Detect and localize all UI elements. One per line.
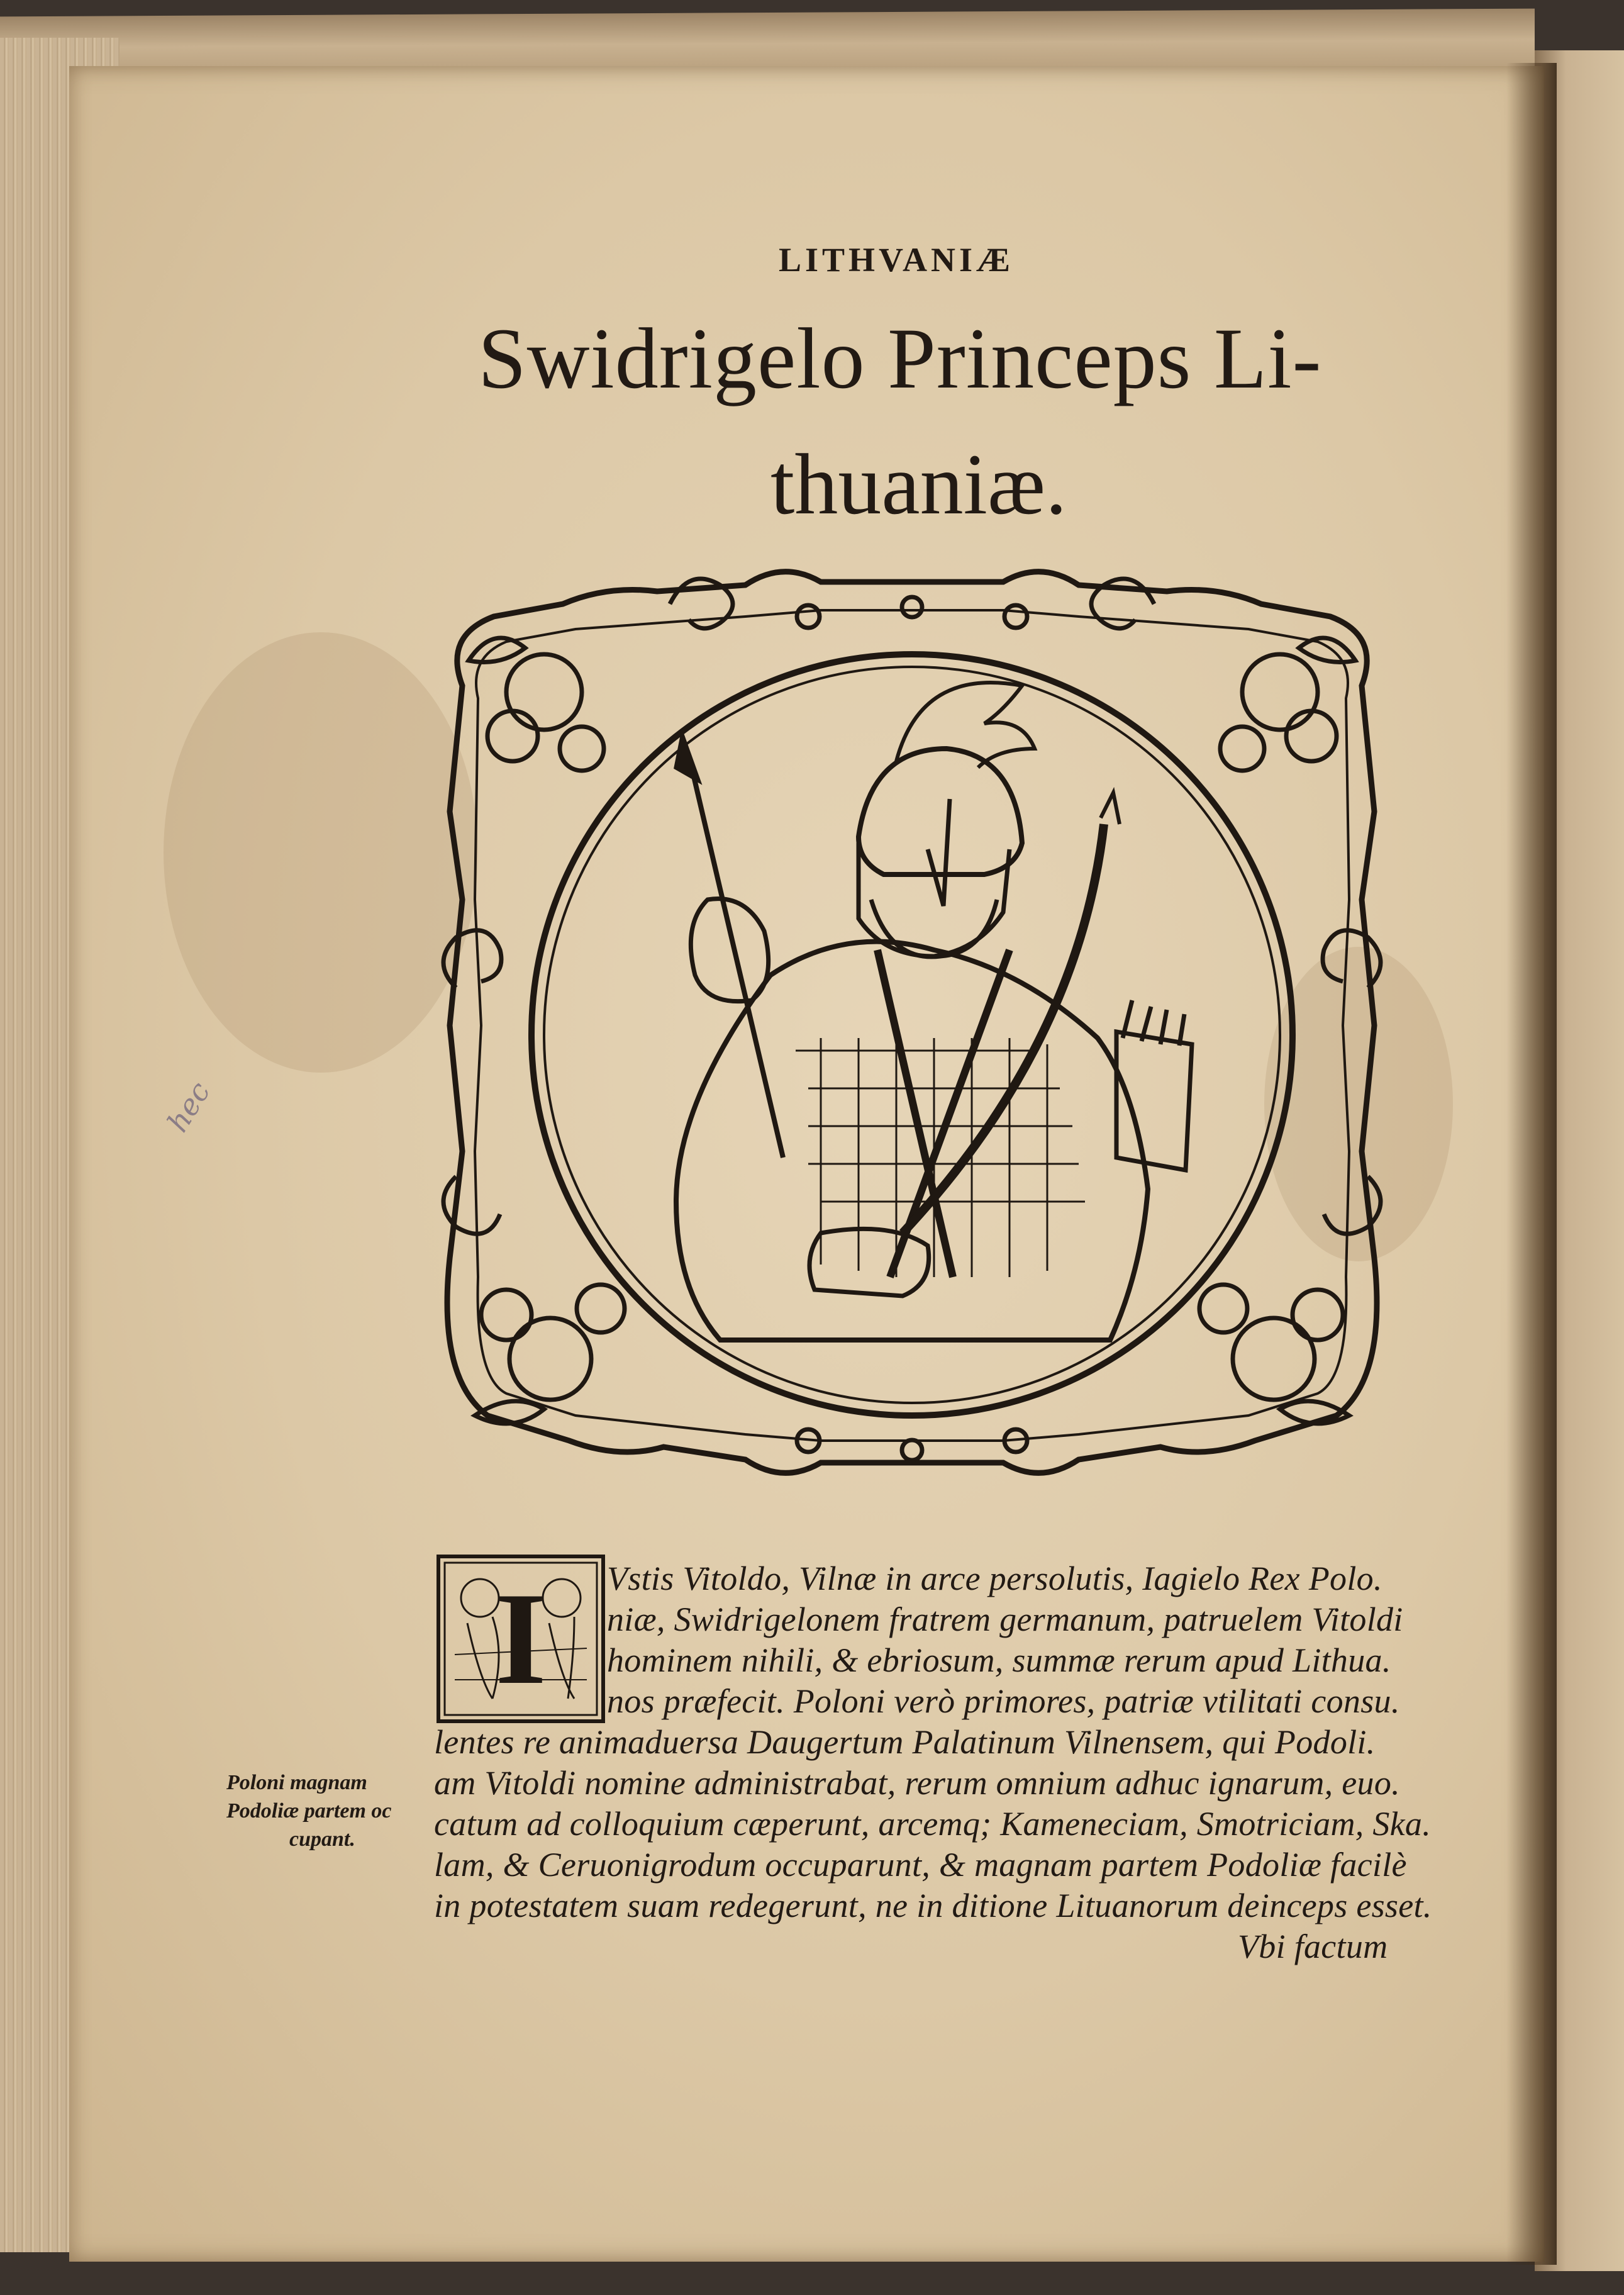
body-line-2: niæ, Swidrigelonem fratrem germanum, patruelem Vitoldi (607, 1600, 1403, 1638)
drop-cap-letter: I (495, 1566, 547, 1712)
body-line-9: in potestatem suam redegerunt, ne in ditione Lituanorum deinceps esset. (434, 1887, 1432, 1924)
page-title-line-2: thuaniæ. (770, 436, 1067, 532)
gutter-shadow (1506, 63, 1557, 2265)
handwritten-note-text: hec (160, 1075, 217, 1138)
body-line-8: lam, & Ceruonigrodum occuparunt, & magnam partem Podoliæ facilè (434, 1846, 1407, 1884)
marginal-note-line-3: cupant. (289, 1828, 355, 1851)
body-line-1: Vstis Vitoldo, Vilnæ in arce persolutis, Iagielo Rex Polo. (607, 1560, 1382, 1597)
marginal-note-line-1: Poloni magnam (226, 1771, 367, 1794)
body-line-7: catum ad colloquium cæperunt, arcemq; Kameneciam, Smotriciam, Ska. (434, 1805, 1432, 1843)
body-line-5: lentes re animaduersa Daugertum Palatinum Vilnensem, qui Podoli. (434, 1723, 1376, 1761)
running-head: LITHVANIÆ (778, 241, 1015, 279)
body-line-6: am Vitoldi nomine administrabat, rerum omnium adhuc ignarum, euo. (434, 1764, 1400, 1802)
catchword: Vbi factum (1238, 1928, 1388, 1965)
body-line-4: nos præfecit. Poloni verò primores, patriæ vtilitati consu. (607, 1682, 1400, 1720)
woodcut-portrait (418, 547, 1406, 1504)
decorated-initial (436, 1554, 606, 1724)
marginal-note-line-2: Podoliæ partem oc (226, 1799, 392, 1823)
page-title-line-1: Swidrigelo Princeps Li- (478, 310, 1322, 406)
body-line-3: hominem nihili, & ebriosum, summæ rerum apud Lithua. (607, 1641, 1391, 1679)
